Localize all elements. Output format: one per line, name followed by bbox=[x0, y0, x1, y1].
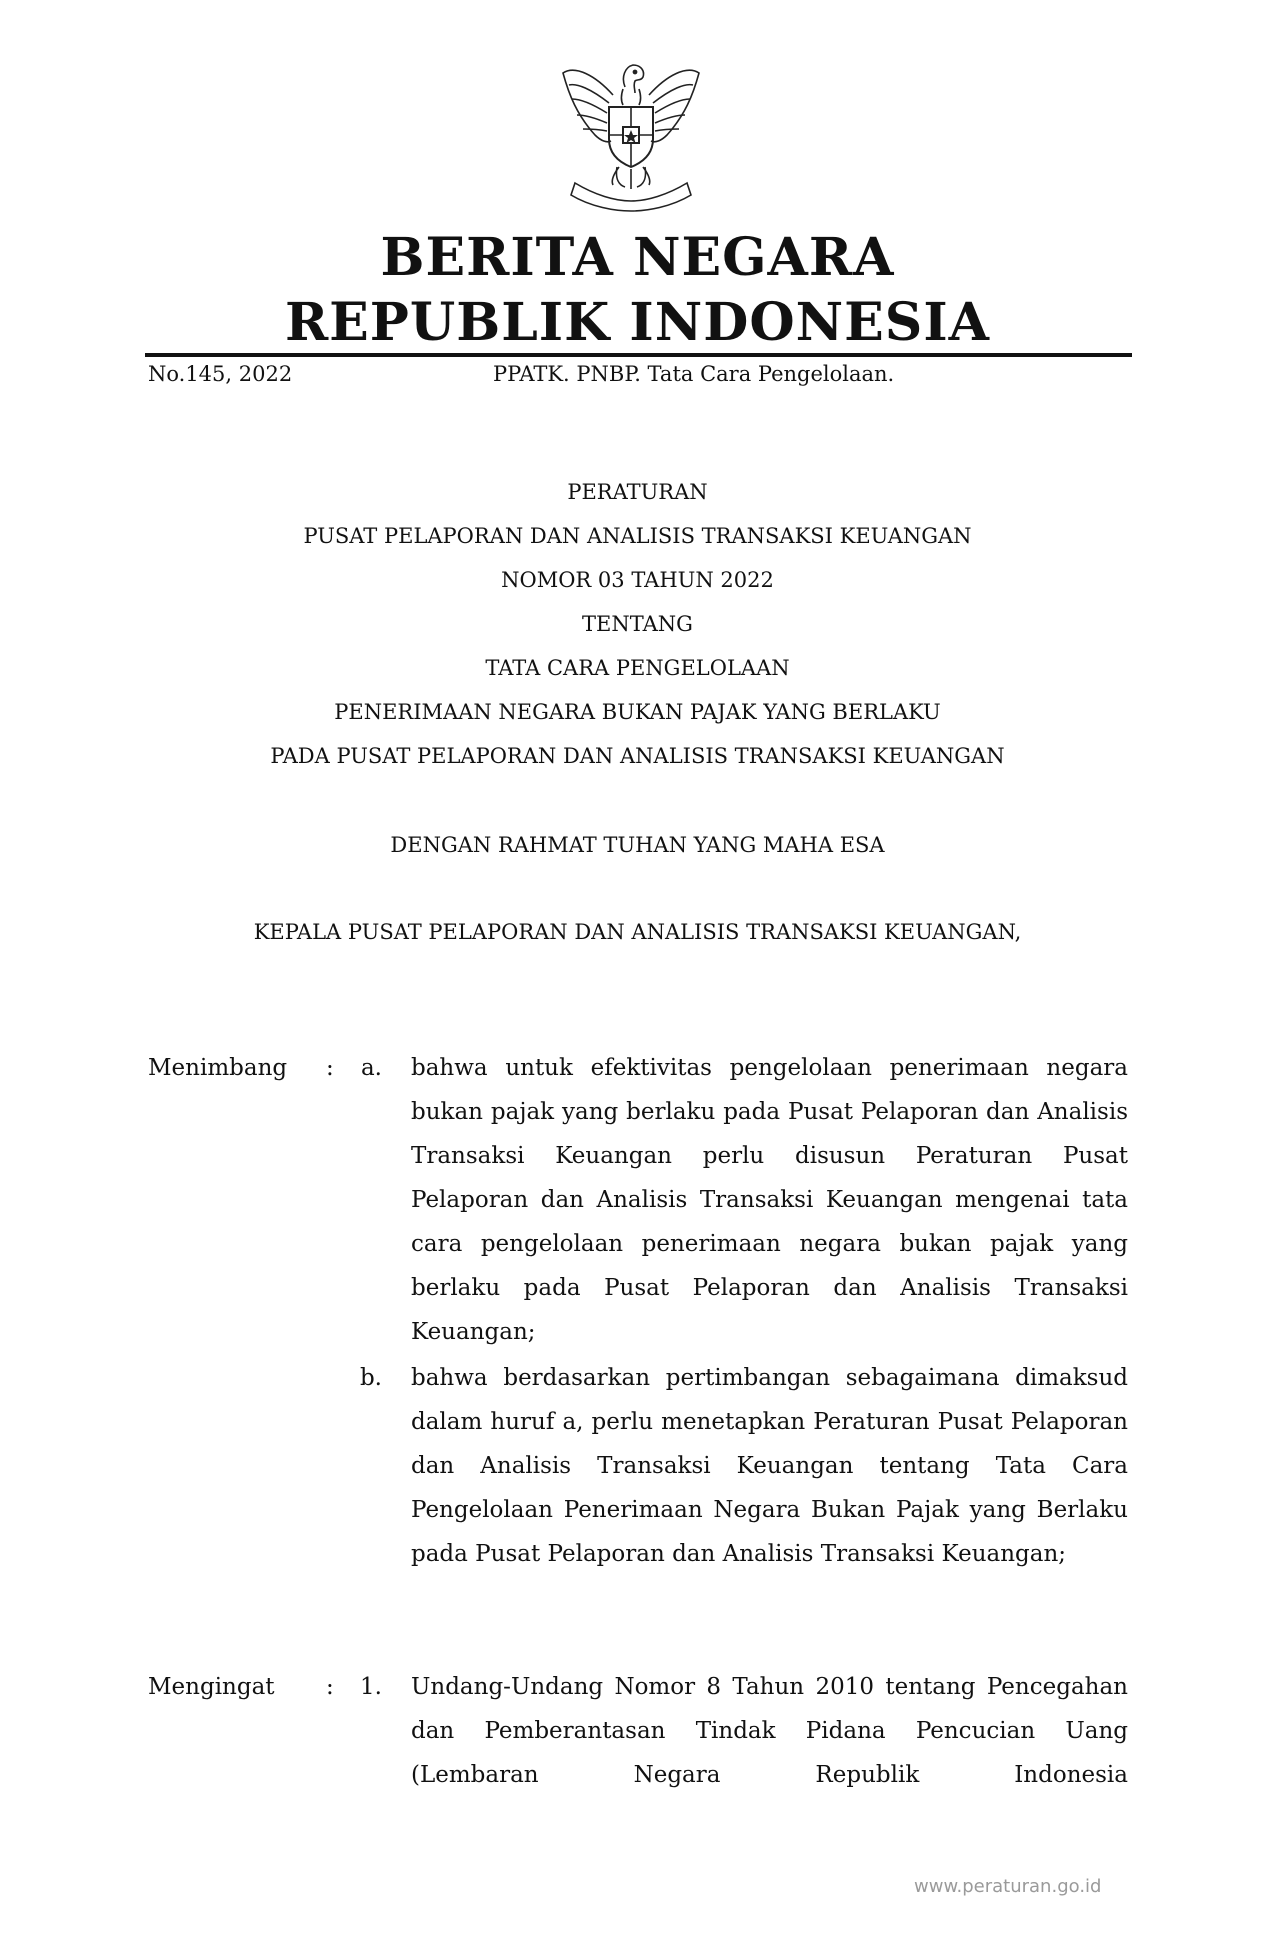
item-marker: b. bbox=[359, 1365, 382, 1391]
menimbang-colon: : bbox=[326, 1055, 334, 1081]
source-watermark: www.peraturan.go.id bbox=[914, 1876, 1102, 1897]
gazette-topic: PPATK. PNBP. Tata Cara Pengelolaan. bbox=[493, 362, 895, 386]
masthead-title-line2: REPUBLIK INDONESIA bbox=[284, 292, 991, 353]
menimbang-item-a: bahwa untuk efektivitas pengelolaan penerimaan negara bukan pajak yang berlaku pada Pusat Pelaporan dan Analisis Transaksi Keuangan perlu disusun Peraturan Pusat Pelaporan dan Analisis Transaksi Keuangan mengenai tata cara pengelolaan penerimaan negara bukan pajak yang berlaku pada Pusat Pelaporan dan Analisis Transaksi Keuangan; bbox=[411, 1055, 1128, 1345]
menimbang-label: Menimbang bbox=[148, 1055, 288, 1081]
title-line: PUSAT PELAPORAN DAN ANALISIS TRANSAKSI KEUANGAN bbox=[303, 524, 972, 548]
blessing-line: DENGAN RAHMAT TUHAN YANG MAHA ESA bbox=[390, 833, 885, 857]
title-line: PENERIMAAN NEGARA BUKAN PAJAK YANG BERLAKU bbox=[334, 700, 941, 724]
mengingat-item-1: Undang-Undang Nomor 8 Tahun 2010 tentang Pencegahan dan Pemberantasan Tindak Pidana Pencucian Uang (Lembaran Negara Republik Indonesia bbox=[411, 1674, 1128, 1788]
issuer-line: KEPALA PUSAT PELAPORAN DAN ANALISIS TRANSAKSI KEUANGAN, bbox=[253, 920, 1022, 944]
item-marker: a. bbox=[360, 1055, 382, 1081]
title-line: PERATURAN bbox=[567, 480, 708, 504]
item-marker: 1. bbox=[360, 1674, 382, 1700]
mengingat-label: Mengingat bbox=[148, 1674, 275, 1700]
masthead-divider bbox=[145, 353, 1132, 357]
title-line: TENTANG bbox=[582, 612, 693, 636]
title-line: PADA PUSAT PELAPORAN DAN ANALISIS TRANSAKSI KEUANGAN bbox=[270, 744, 1005, 768]
mengingat-colon: : bbox=[326, 1674, 334, 1700]
garuda-emblem-icon bbox=[555, 55, 707, 213]
gazette-number: No.145, 2022 bbox=[148, 362, 293, 386]
menimbang-item-b: bahwa berdasarkan pertimbangan sebagaimana dimaksud dalam huruf a, perlu menetapkan Peraturan Pusat Pelaporan dan Analisis Transaksi Keuangan tentang Tata Cara Pengelolaan Penerimaan Negara Bukan Pajak yang Berlaku pada Pusat Pelaporan dan Analisis Transaksi Keuangan; bbox=[411, 1365, 1128, 1567]
title-line: NOMOR 03 TAHUN 2022 bbox=[501, 568, 774, 592]
masthead-title-line1: BERITA NEGARA bbox=[380, 227, 895, 288]
title-line: TATA CARA PENGELOLAAN bbox=[485, 656, 790, 680]
